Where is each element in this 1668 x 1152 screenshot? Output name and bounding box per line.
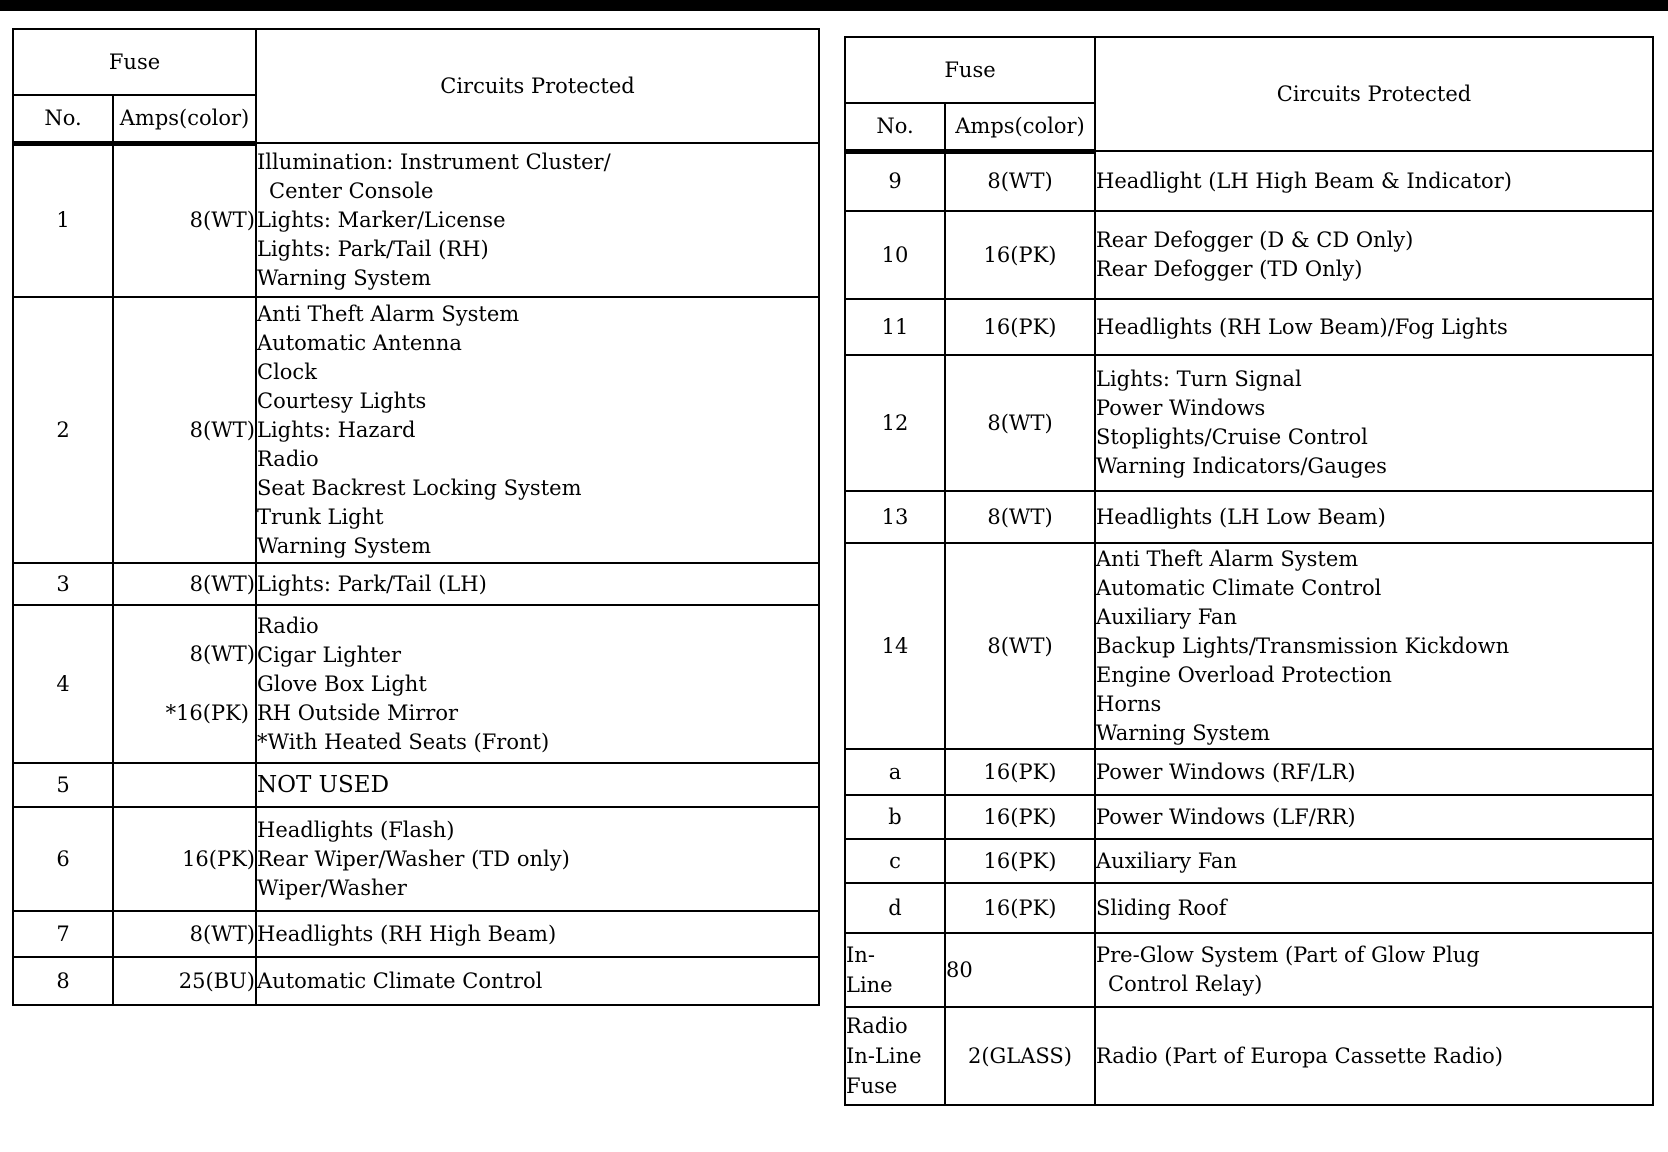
fuse-amps: 2(GLASS) bbox=[945, 1007, 1095, 1105]
circuit-line: Auxiliary Fan bbox=[1096, 848, 1237, 873]
header-no: No. bbox=[845, 103, 945, 151]
circuits-cell bbox=[1095, 491, 1653, 543]
circuit-line: Seat Backrest Locking System bbox=[257, 475, 582, 500]
table-row bbox=[13, 605, 819, 763]
fuse-amps: 8(WT) bbox=[945, 355, 1095, 491]
circuits-cell bbox=[1095, 1007, 1653, 1105]
table-row bbox=[845, 211, 1653, 299]
circuits-cell bbox=[256, 957, 819, 1005]
circuit-line: Horns bbox=[1096, 691, 1162, 716]
fuse-amps: 8(WT) bbox=[113, 143, 256, 297]
circuits-cell bbox=[256, 911, 819, 957]
fuse-amps: 8(WT) bbox=[945, 151, 1095, 211]
table-row bbox=[13, 763, 819, 807]
circuits-cell bbox=[256, 807, 819, 911]
header-circuits-protected: Circuits Protected bbox=[256, 29, 819, 143]
table-row bbox=[845, 543, 1653, 749]
circuit-line: Automatic Climate Control bbox=[257, 968, 543, 993]
fuse-number: Fuse bbox=[846, 1074, 898, 1098]
circuits-cell bbox=[1095, 211, 1653, 299]
circuit-line: Automatic Antenna bbox=[257, 330, 462, 355]
fuse-number: d bbox=[845, 883, 945, 933]
fuse-amps: 16(PK) bbox=[945, 795, 1095, 839]
table-row bbox=[845, 883, 1653, 933]
fuse-amps: 8(WT) bbox=[113, 563, 256, 605]
circuit-line: Lights: Turn Signal bbox=[1096, 367, 1302, 391]
table-row bbox=[845, 355, 1653, 491]
circuits-cell bbox=[256, 297, 819, 563]
circuit-line: Power Windows (RF/LR) bbox=[1096, 759, 1356, 784]
circuit-line: RH Outside Mirror bbox=[257, 700, 458, 725]
circuit-line: Anti Theft Alarm System bbox=[1096, 546, 1359, 571]
fuse-number: 2 bbox=[13, 297, 113, 563]
circuits-cell bbox=[1095, 933, 1653, 1007]
circuits-cell bbox=[256, 763, 819, 807]
fuse-amps: 8(WT) bbox=[189, 642, 255, 666]
table-row bbox=[13, 143, 819, 297]
fuse-number: 9 bbox=[845, 151, 945, 211]
circuit-line: Auxiliary Fan bbox=[1096, 604, 1237, 629]
table-row bbox=[845, 749, 1653, 795]
circuit-line: Wiper/Washer bbox=[257, 875, 407, 900]
table-row bbox=[845, 795, 1653, 839]
table-row bbox=[845, 839, 1653, 883]
fuse-amps: 16(PK) bbox=[945, 883, 1095, 933]
fuse-amps: 16(PK) bbox=[945, 839, 1095, 883]
fuse-number: Radio bbox=[846, 1014, 908, 1038]
table-row bbox=[845, 491, 1653, 543]
fuse-number: 10 bbox=[845, 211, 945, 299]
fuse-number: 7 bbox=[13, 911, 113, 957]
table-row bbox=[845, 151, 1653, 211]
circuit-line: Stoplights/Cruise Control bbox=[1096, 425, 1368, 449]
circuits-cell bbox=[1095, 883, 1653, 933]
table-row bbox=[845, 933, 1653, 1007]
fuse-amps: 8(WT) bbox=[113, 297, 256, 563]
circuits-cell bbox=[1095, 795, 1653, 839]
fuse-number-cell bbox=[845, 933, 945, 1007]
circuit-line: Rear Wiper/Washer (TD only) bbox=[257, 846, 570, 871]
circuit-line: Rear Defogger (D & CD Only) bbox=[1096, 228, 1414, 252]
fuse-number: 14 bbox=[845, 543, 945, 749]
fuse-number: 12 bbox=[845, 355, 945, 491]
fuse-number: 5 bbox=[13, 763, 113, 807]
circuits-cell bbox=[1095, 355, 1653, 491]
circuit-line: Lights: Hazard bbox=[257, 417, 416, 442]
circuit-line: Warning System bbox=[257, 533, 432, 558]
circuits-cell bbox=[1095, 749, 1653, 795]
fuse-amps-cell bbox=[113, 605, 256, 763]
circuit-line: *With Heated Seats (Front) bbox=[257, 729, 550, 754]
circuits-cell bbox=[1095, 151, 1653, 211]
circuit-line: Engine Overload Protection bbox=[1096, 662, 1392, 687]
circuit-line: Trunk Light bbox=[257, 504, 384, 529]
circuit-line: Warning System bbox=[257, 265, 432, 290]
header-fuse: Fuse bbox=[845, 37, 1095, 103]
header-fuse: Fuse bbox=[13, 29, 256, 95]
circuit-line: Lights: Park/Tail (LH) bbox=[257, 571, 487, 596]
circuits-cell bbox=[1095, 543, 1653, 749]
table-row bbox=[13, 807, 819, 911]
fuse-number: b bbox=[845, 795, 945, 839]
circuit-line: Center Console bbox=[269, 178, 434, 203]
circuit-line: Warning System bbox=[1096, 720, 1271, 745]
header-amps: Amps(color) bbox=[113, 95, 256, 143]
fuse-number: In- bbox=[846, 943, 875, 967]
fuse-number: 4 bbox=[13, 605, 113, 763]
fuse-number: Line bbox=[846, 973, 893, 997]
circuit-line: Rear Defogger (TD Only) bbox=[1096, 257, 1363, 281]
circuit-line: Headlight (LH High Beam & Indicator) bbox=[1096, 168, 1512, 193]
circuit-line: Warning Indicators/Gauges bbox=[1096, 454, 1387, 478]
fuse-amps: 16(PK) bbox=[945, 299, 1095, 355]
circuit-line: NOT USED bbox=[257, 771, 390, 798]
circuit-line: Sliding Roof bbox=[1096, 895, 1227, 920]
fuse-amps bbox=[113, 763, 256, 807]
circuits-cell bbox=[1095, 299, 1653, 355]
fuse-number: 13 bbox=[845, 491, 945, 543]
circuits-cell bbox=[1095, 839, 1653, 883]
circuit-line: Lights: Marker/License bbox=[257, 207, 506, 232]
fuse-amps: 80 bbox=[945, 933, 1095, 1007]
fuse-amps: 8(WT) bbox=[945, 543, 1095, 749]
fuse-number: 8 bbox=[13, 957, 113, 1005]
fuse-number: 11 bbox=[845, 299, 945, 355]
table-row bbox=[13, 911, 819, 957]
circuit-line: Automatic Climate Control bbox=[1096, 575, 1382, 600]
circuits-cell bbox=[256, 605, 819, 763]
top-border-bar bbox=[0, 0, 1668, 11]
fuse-amps: 16(PK) bbox=[945, 749, 1095, 795]
fuse-amps: 16(PK) bbox=[113, 807, 256, 911]
circuit-line: Headlights (RH High Beam) bbox=[257, 921, 557, 946]
circuit-line: Headlights (Flash) bbox=[257, 817, 455, 842]
circuit-line: Power Windows (LF/RR) bbox=[1096, 804, 1356, 829]
table-row bbox=[13, 297, 819, 563]
fuse-amps: 25(BU) bbox=[113, 957, 256, 1005]
circuit-line: Headlights (RH Low Beam)/Fog Lights bbox=[1096, 314, 1508, 339]
fuse-amps: *16(PK) bbox=[165, 701, 249, 725]
fuse-number: a bbox=[845, 749, 945, 795]
fuse-number: c bbox=[845, 839, 945, 883]
circuit-line: Glove Box Light bbox=[257, 671, 427, 696]
circuit-line: Cigar Lighter bbox=[257, 642, 401, 667]
fuse-number: 1 bbox=[13, 143, 113, 297]
fuse-table-left bbox=[12, 28, 820, 1006]
fuse-amps: 16(PK) bbox=[945, 211, 1095, 299]
circuits-cell bbox=[256, 143, 819, 297]
fuse-number: 3 bbox=[13, 563, 113, 605]
table-row bbox=[845, 1007, 1653, 1105]
table-row bbox=[13, 957, 819, 1005]
header-amps: Amps(color) bbox=[945, 103, 1095, 151]
fuse-amps: 8(WT) bbox=[113, 911, 256, 957]
circuit-line: Headlights (LH Low Beam) bbox=[1096, 504, 1386, 529]
circuit-line: Radio bbox=[257, 613, 319, 638]
fuse-number: In-Line bbox=[846, 1044, 922, 1068]
circuit-line: Anti Theft Alarm System bbox=[257, 301, 520, 326]
table-row bbox=[845, 299, 1653, 355]
circuit-line: Pre-Glow System (Part of Glow Plug bbox=[1096, 943, 1480, 967]
circuit-line: Lights: Park/Tail (RH) bbox=[257, 236, 489, 261]
circuit-line: Clock bbox=[257, 359, 317, 384]
circuit-line: Courtesy Lights bbox=[257, 388, 427, 413]
fuse-table-right bbox=[844, 36, 1654, 1106]
circuit-line: Backup Lights/Transmission Kickdown bbox=[1096, 633, 1510, 658]
circuits-cell bbox=[256, 563, 819, 605]
circuit-line: Radio (Part of Europa Cassette Radio) bbox=[1096, 1043, 1503, 1068]
circuit-line: Power Windows bbox=[1096, 396, 1266, 420]
fuse-number: 6 bbox=[13, 807, 113, 911]
header-circuits-protected: Circuits Protected bbox=[1095, 37, 1653, 151]
fuse-amps: 8(WT) bbox=[945, 491, 1095, 543]
circuit-line: Radio bbox=[257, 446, 319, 471]
circuit-line: Illumination: Instrument Cluster/ bbox=[257, 149, 611, 174]
table-row bbox=[13, 563, 819, 605]
header-no: No. bbox=[13, 95, 113, 143]
circuit-line: Control Relay) bbox=[1108, 972, 1263, 996]
fuse-number-cell bbox=[845, 1007, 945, 1105]
